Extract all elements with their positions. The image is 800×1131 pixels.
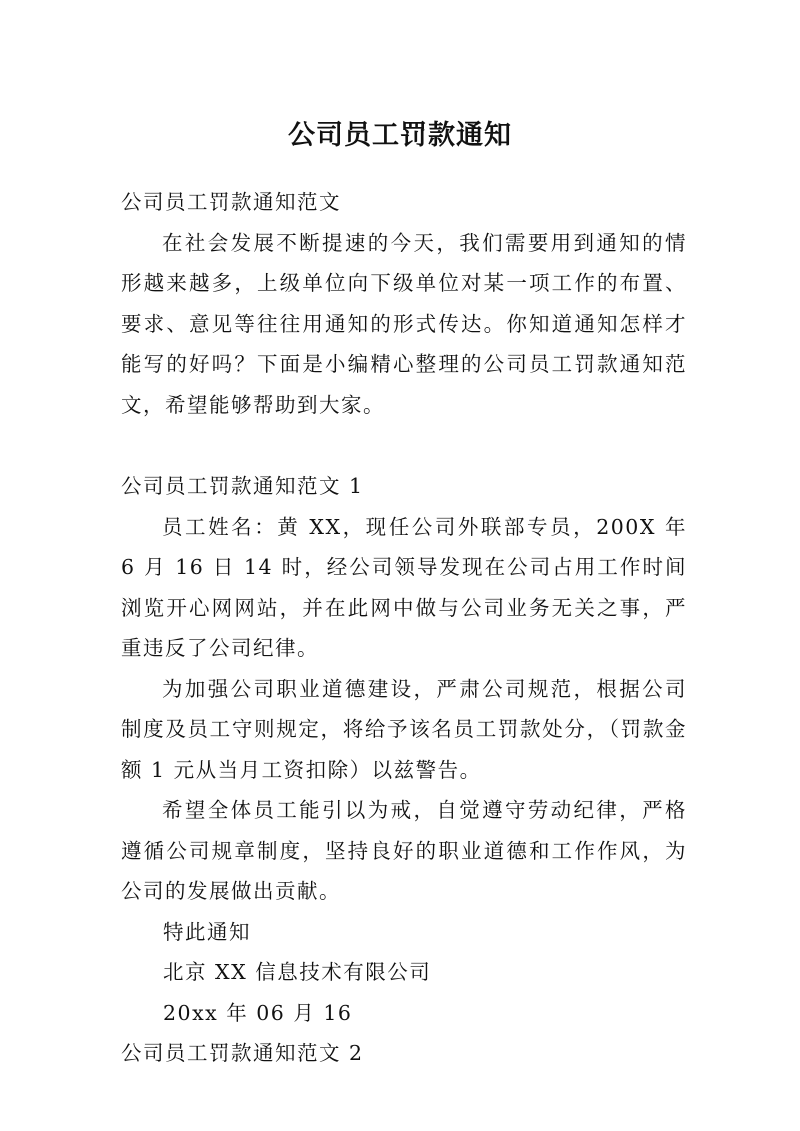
document-title: 公司员工罚款通知 [288,120,512,152]
document-body [121,182,687,1074]
sample1-heading: 公司员工罚款通知范文 1 [121,474,364,498]
sample2-heading: 公司员工罚款通知范文 2 [121,1041,364,1065]
intro-heading: 公司员工罚款通知范文 [121,190,341,214]
sample1-paragraph-1: 员工姓名：黄 XX，现任公司外联部专员，200X 年 6 月 16 日 14 时，经公司领导发现在公司占用工作时间浏览开心网网站，并在此网中做与公司业务无关之事，严重违反了公司纪律。 [121,514,687,660]
company-signature: 北京 XX 信息技术有限公司 [163,960,432,984]
closing-line: 特此通知 [163,919,251,944]
intro-paragraph: 在社会发展不断提速的今天，我们需要用到通知的情形越来越多，上级单位向下级单位对某一项工作的布置、要求、意见等往往用通知的形式传达。你知道通知怎样才能写的好吗？下面是小编精心整理的公司员工罚款通知范文，希望能够帮助到大家。 [121,230,687,417]
sample1-paragraph-2: 为加强公司职业道德建设，严肃公司规范，根据公司制度及员工守则规定，将给予该名员工罚款处分，（罚款金额 1 元从当月工资扣除）以兹警告。 [121,676,687,782]
sample1-paragraph-3: 希望全体员工能引以为戒，自觉遵守劳动纪律，严格遵循公司规章制度，坚持良好的职业道德和工作作风，为公司的发展做出贡献。 [121,798,687,903]
notice-date: 20xx 年 06 月 16 [163,1000,353,1025]
